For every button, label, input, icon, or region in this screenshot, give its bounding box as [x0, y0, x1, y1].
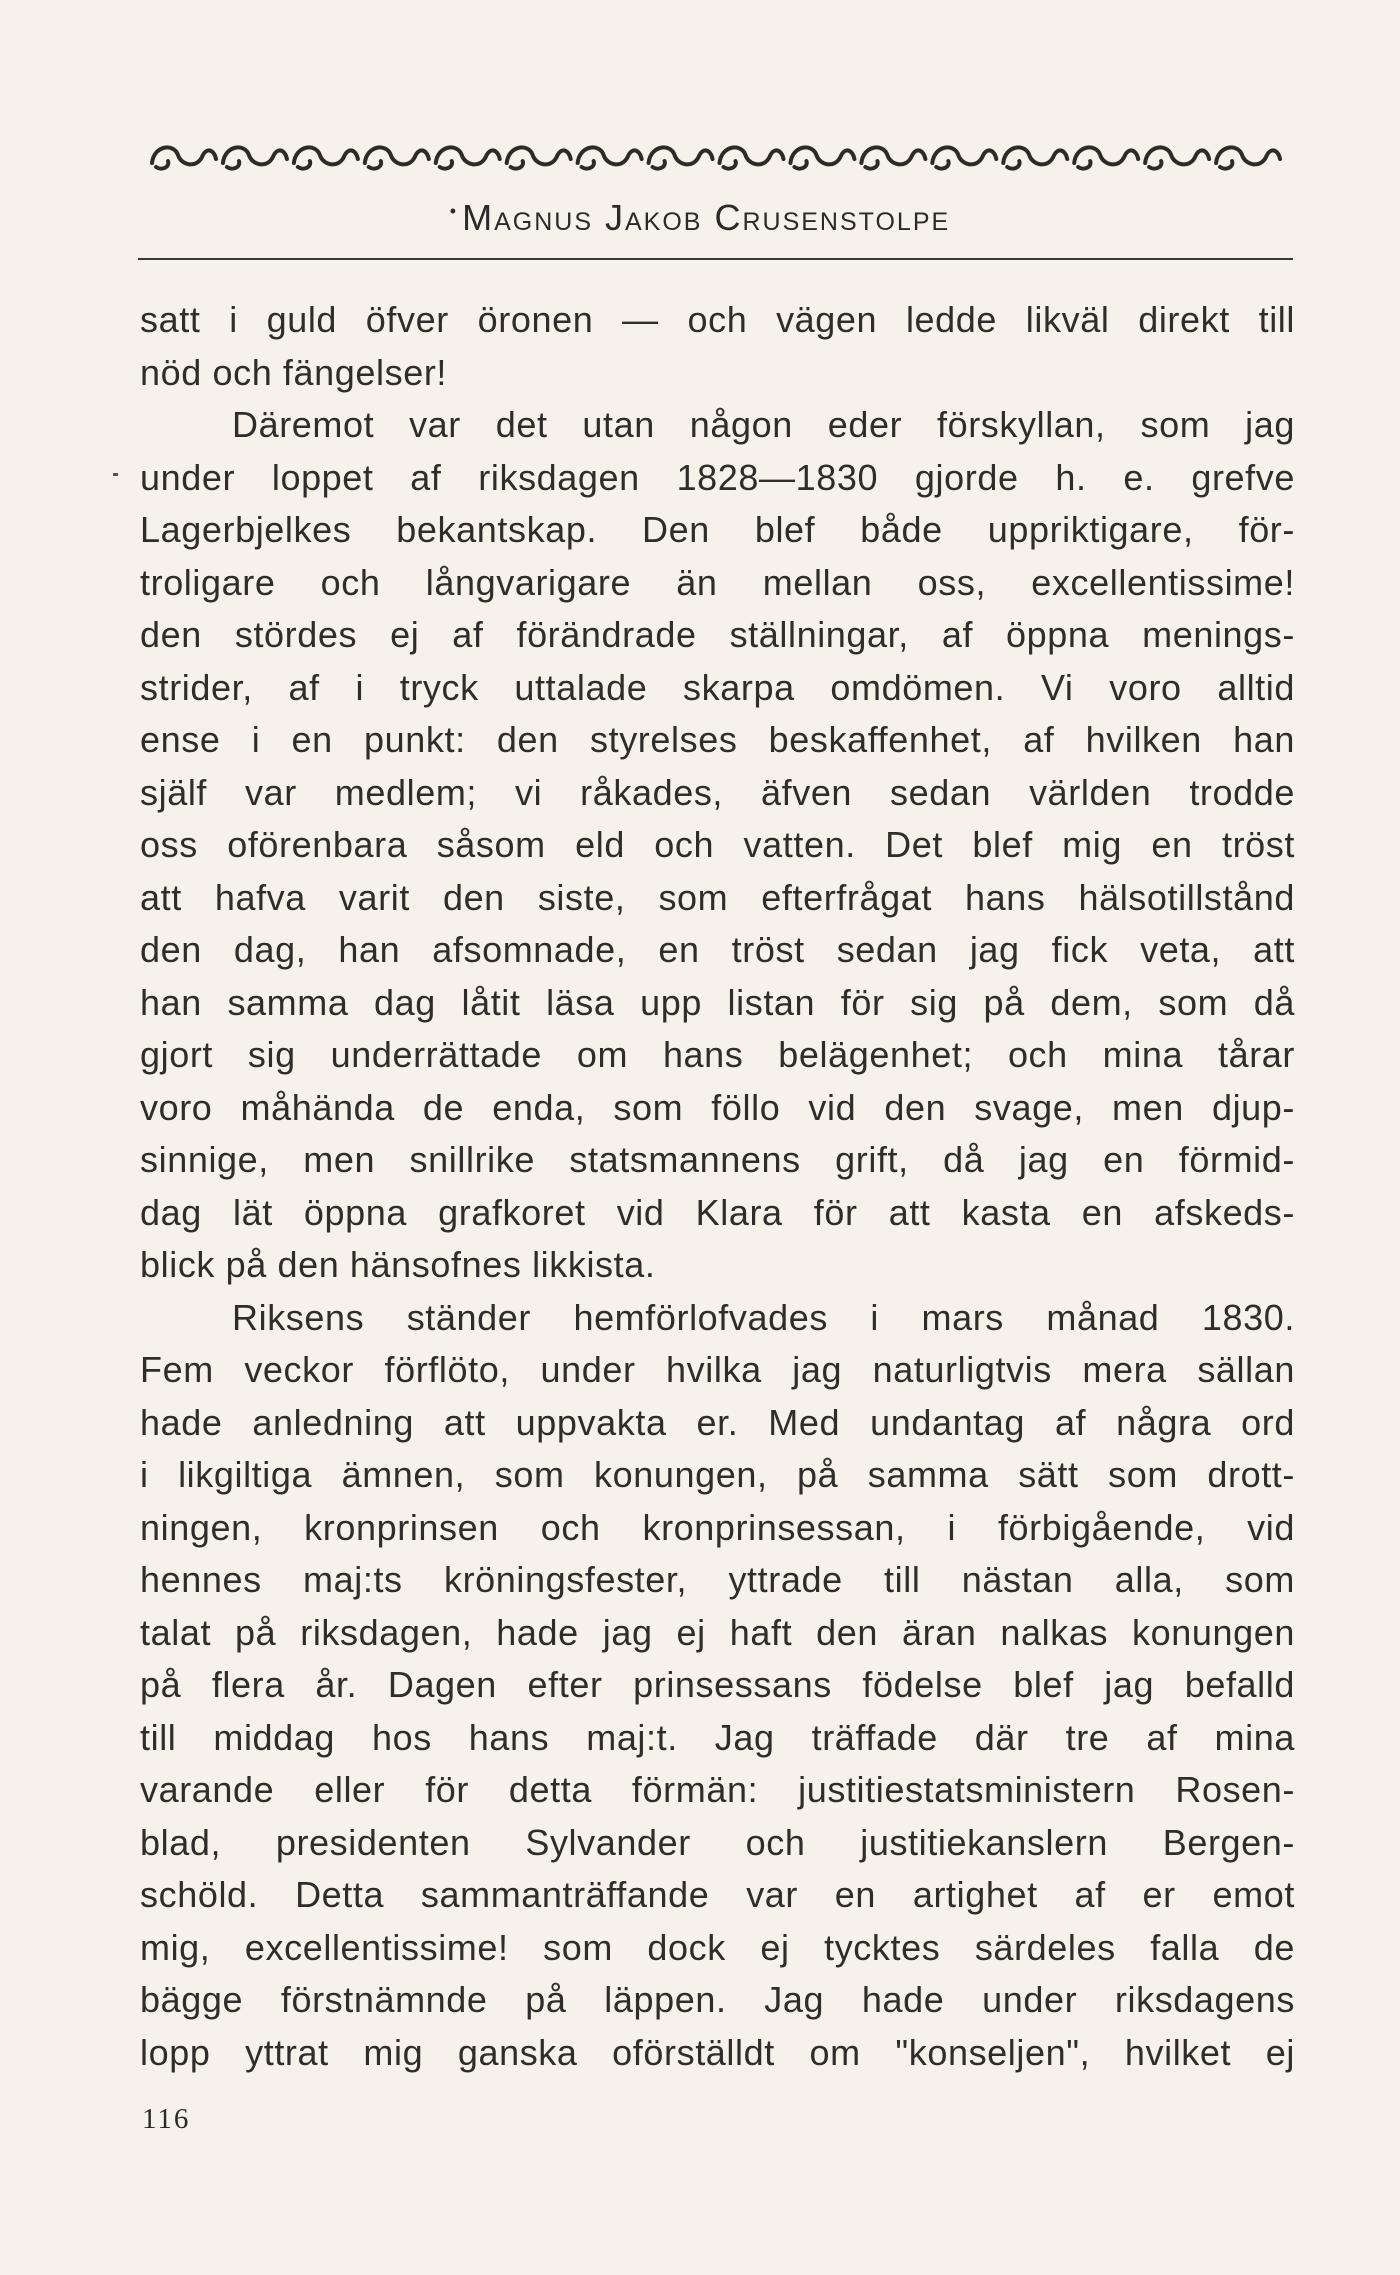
- text-line: blad, presidenten Sylvander och justitiekanslern Bergen-: [140, 1821, 1295, 1863]
- text-line: under loppet af riksdagen 1828—1830 gjorde h. e. grefve: [140, 456, 1295, 498]
- ornament-scroll: [152, 147, 216, 168]
- text-line: varande eller för detta förmän: justitiestatsministern Rosen-: [140, 1769, 1295, 1810]
- text-line: blick på den hänsofnes likkista.: [140, 1244, 656, 1285]
- text-line: i likgiltiga ämnen, som konungen, på samma sätt som drott-: [140, 1454, 1295, 1495]
- text-line: bägge förstnämnde på läppen. Jag hade under riksdagens: [140, 1979, 1295, 2020]
- text-line: Lagerbjelkes bekantskap. Den blef både uppriktigare, för-: [140, 509, 1295, 550]
- ornament-scroll: [1145, 147, 1209, 168]
- text-line: nöd och fängelser!: [140, 351, 448, 393]
- text-line: han samma dag låtit läsa upp listan för sig på dem, som då: [140, 981, 1295, 1023]
- ornament-scroll: [861, 147, 925, 168]
- text-line: satt i guld öfver öronen — och vägen ledde likväl direkt till: [140, 299, 1295, 340]
- text-line: den dag, han afsomnade, en tröst sedan jag fick veta, att: [140, 929, 1295, 970]
- text-line: Fem veckor förflöto, under hvilka jag naturligtvis mera sällan: [140, 1349, 1295, 1390]
- text-line: lopp yttrat mig ganska oförställdt om "konseljen", hvilket ej: [140, 2031, 1295, 2073]
- ornament-scroll: [932, 147, 996, 168]
- bullet-mark: •: [449, 201, 459, 221]
- text-line: hade anledning att uppvakta er. Med undantag af några ord: [140, 1401, 1295, 1443]
- text-line: ense i en punkt: den styrelses beskaffenhet, af hvilken han: [140, 719, 1295, 760]
- ornament-scroll: [790, 147, 854, 168]
- text-line: schöld. Detta sammanträffande var en artighet af er emot: [140, 1874, 1295, 1915]
- text-line: sinnige, men snillrike statsmannens grift, då jag en förmid-: [140, 1139, 1295, 1180]
- header-rule: [138, 258, 1293, 260]
- ornament-scroll: [1074, 147, 1138, 168]
- running-header: [0, 197, 1400, 239]
- body-text: [140, 294, 1295, 2079]
- text-line: strider, af i tryck uttalade skarpa omdömen. Vi voro alltid: [140, 666, 1295, 708]
- text-line: voro måhända de enda, som föllo vid den svage, men djup-: [140, 1086, 1295, 1128]
- text-line: oss oförenbara såsom eld och vatten. Det blef mig en tröst: [140, 824, 1295, 865]
- margin-mark: [113, 473, 118, 476]
- text-line: troligare och långvarigare än mellan oss, excellentissime!: [140, 561, 1295, 603]
- ornament-scroll: [720, 147, 784, 168]
- text-line: själf var medlem; vi råkades, äfven sedan världen trodde: [140, 771, 1295, 813]
- text-line: mig, excellentissime! som dock ej tycktes särdeles falla de: [140, 1926, 1295, 1968]
- text-line: dag lät öppna grafkoret vid Klara för att kasta en afskeds-: [140, 1191, 1295, 1233]
- text-line: hennes maj:ts kröningsfester, yttrade till nästan alla, som: [140, 1559, 1295, 1600]
- ornament-scroll: [294, 147, 358, 168]
- text-line: Riksens ständer hemförlofvades i mars månad 1830.: [232, 1296, 1295, 1338]
- ornament-scroll: [223, 147, 287, 168]
- text-line: att hafva varit den siste, som efterfrågat hans hälsotillstånd: [140, 876, 1295, 918]
- running-header-title: Magnus Jakob Crusenstolpe: [462, 197, 951, 238]
- text-line: till middag hos hans maj:t. Jag träffade där tre af mina: [140, 1716, 1295, 1758]
- ornament-scroll: [436, 147, 500, 168]
- text-line: den stördes ej af förändrade ställningar, af öppna menings-: [140, 614, 1295, 655]
- text-line: ningen, kronprinsen och kronprinsessan, i förbigående, vid: [140, 1506, 1295, 1548]
- ornament-scroll: [365, 147, 429, 168]
- page-number: 116: [142, 2103, 191, 2135]
- text-line: på flera år. Dagen efter prinsessans födelse blef jag befalld: [140, 1664, 1295, 1705]
- ornament-scroll: [1003, 147, 1067, 168]
- text-line: gjort sig underrättade om hans belägenhet; och mina tårar: [140, 1034, 1295, 1075]
- decorative-ornament-band: [148, 137, 1283, 177]
- text-line: talat på riksdagen, hade jag ej haft den äran nalkas konungen: [140, 1611, 1295, 1653]
- ornament-scroll: [578, 147, 642, 168]
- text-line: Däremot var det utan någon eder förskyllan, som jag: [232, 404, 1295, 445]
- ornament-scroll: [649, 147, 713, 168]
- ornament-scroll: [1216, 147, 1280, 168]
- ornament-scroll: [507, 147, 571, 168]
